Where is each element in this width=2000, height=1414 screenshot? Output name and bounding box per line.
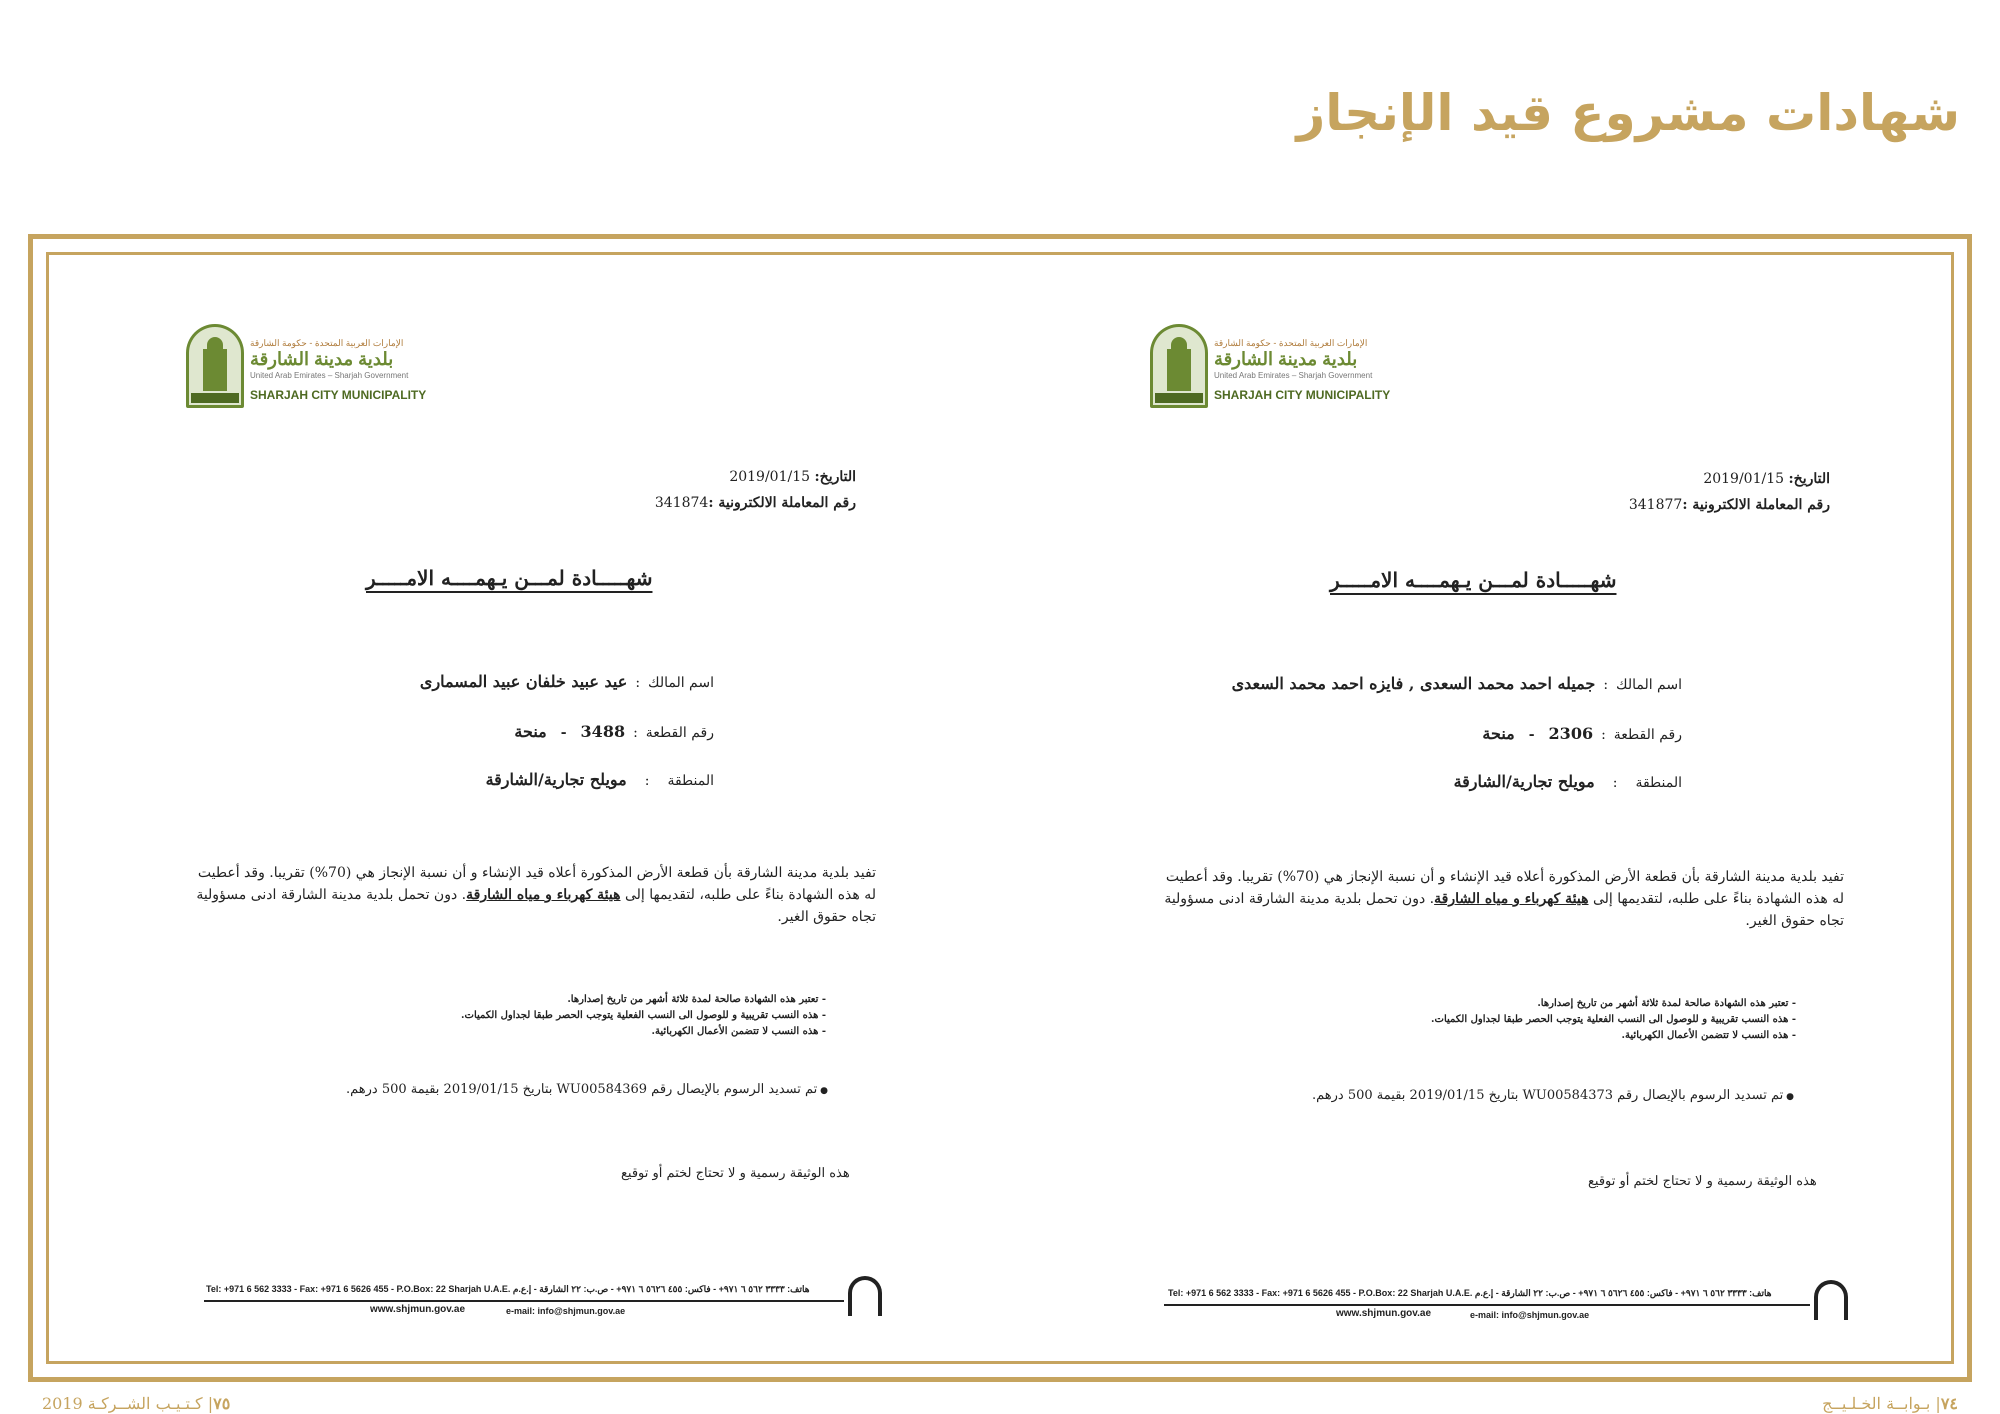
municipality-emblem-icon [186, 324, 244, 408]
plot-type: منحة [514, 722, 547, 741]
area-label: المنطقة [1635, 775, 1682, 791]
official-statement: هذه الوثيقة رسمية و لا تحتاج لختم أو توقيع [621, 1166, 850, 1181]
footer-divider [204, 1300, 844, 1302]
logo-line-4: SHARJAH CITY MUNICIPALITY [1214, 388, 1391, 402]
transaction-number: 341877 [1628, 497, 1683, 513]
logo-line-2: بلدية مدينة الشارقة [1214, 349, 1358, 369]
municipality-arch-icon [1814, 1280, 1848, 1320]
txn-label: رقم المعاملة الالكترونية : [1682, 497, 1830, 513]
note-approximate: - هذه النسب تقريبية و للوصول الى النسب الفعلية يتوجب الحصر طبقا لجداول الكميات. [406, 1008, 826, 1024]
page-title: شهادات مشروع قيد الإنجاز [1296, 84, 1960, 142]
footer-divider [1164, 1304, 1810, 1306]
body-authority: هيئة كهرباء و مياه الشارقة [1434, 891, 1589, 907]
transaction-number: 341874 [654, 495, 709, 511]
logo-line-1: الإمارات العربية المتحدة - حكومة الشارقة [250, 338, 404, 348]
logo-line-3: United Arab Emirates – Sharjah Government [250, 371, 409, 380]
footer-website: www.shjmun.gov.ae [1336, 1308, 1432, 1319]
municipality-emblem-icon [1150, 324, 1208, 408]
fee-statement: ● تم تسديد الرسوم بالإيصال رقم WU00584373 بتاريخ 2019/01/15 بقيمة 500 درهم. [1312, 1088, 1794, 1103]
municipality-logo [1150, 324, 1390, 408]
owner-value: جميله احمد محمد السعدى , فايزه احمد محمد السعدى [1231, 674, 1596, 693]
plot-label: رقم القطعة [1613, 727, 1682, 743]
certificate-heading: شهـــــادة لمـــن يـهمــــه الامـــــر [1330, 568, 1617, 592]
official-statement: هذه الوثيقة رسمية و لا تحتاج لختم أو توقيع [1588, 1174, 1817, 1189]
footer-contact: Tel: +971 6 562 3333 - Fax: +971 6 5626 455 - P.O.Box: 22 Sharjah U.A.E. هاتف: ٣٣٣٣ ٥٦٢ ٦ ٩٧١+ - فاكس: ٤٥٥ ٥٦٢٦ ٦ ٩٧١+ - ص.ب: ٢٢ الشارقة - إ.ع.م [1168, 1288, 1772, 1298]
footer-right-text: بـوابــة الخـلـيــج [1822, 1394, 1931, 1413]
notes-list [406, 992, 826, 1040]
area-value: مويلح تجارية/الشارقة [485, 770, 627, 789]
page-number-right: ٧٤ [1940, 1394, 1958, 1413]
logo-line-2: بلدية مدينة الشارقة [250, 349, 394, 369]
page-footer-left: ٧٥| كـتـيـب الشــركـة 2019 [42, 1394, 231, 1413]
fee-statement: ● تم تسديد الرسوم بالإيصال رقم WU00584369 بتاريخ 2019/01/15 بقيمة 500 درهم. [346, 1082, 828, 1097]
page-footer-right: ٧٤| بـوابــة الخـلـيــج [1822, 1394, 1958, 1413]
municipality-logo [186, 324, 426, 408]
certificate-meta [1430, 466, 1830, 518]
area-label: المنطقة [667, 773, 714, 789]
area-field: المنطقة:مويلح تجارية/الشارقة [485, 770, 714, 789]
owner-field: اسم المالك:جميله احمد محمد السعدى , فايزه احمد محمد السعدى [1231, 674, 1682, 693]
municipality-arch-icon [848, 1276, 882, 1316]
date-label: التاريخ: [814, 469, 856, 485]
certificate-date: 2019/01/15 [1703, 471, 1785, 487]
note-validity: - تعتبر هذه الشهادة صالحة لمدة ثلاثة أشهر من تاريخ إصدارها. [1376, 996, 1796, 1012]
certificate-body [196, 862, 876, 928]
plot-type: منحة [1482, 724, 1515, 743]
plot-field: رقم القطعة:2306-منحة [1482, 724, 1682, 743]
area-field: المنطقة:مويلح تجارية/الشارقة [1453, 772, 1682, 791]
owner-value: عيد عبيد خلفان عبيد المسمارى [419, 672, 628, 691]
certificate-meta [456, 464, 856, 516]
owner-label: اسم المالك [1616, 677, 1682, 693]
body-suffix: . دون تحمل بلدية مدينة الشارقة ادنى مسؤولية تجاه حقوق الغير. [1164, 891, 1844, 929]
note-electrical: - هذه النسب لا تتضمن الأعمال الكهربائية. [1376, 1028, 1796, 1044]
owner-label: اسم المالك [648, 675, 714, 691]
body-prefix: تفيد بلدية مدينة الشارقة بأن قطعة الأرض المذكورة أعلاه قيد الإنشاء و أن نسبة الإنجاز هي (70%) تقريبا. وقد أعطيت له هذه الشهادة بناءً على طلبه، لتقديمها إلى [1165, 869, 1844, 907]
notes-list [1376, 996, 1796, 1044]
footer-website: www.shjmun.gov.ae [370, 1304, 466, 1315]
body-authority: هيئة كهرباء و مياه الشارقة [466, 887, 621, 903]
note-validity: - تعتبر هذه الشهادة صالحة لمدة ثلاثة أشهر من تاريخ إصدارها. [406, 992, 826, 1008]
date-label: التاريخ: [1788, 471, 1830, 487]
plot-field: رقم القطعة:3488-منحة [514, 722, 714, 741]
note-approximate: - هذه النسب تقريبية و للوصول الى النسب الفعلية يتوجب الحصر طبقا لجداول الكميات. [1376, 1012, 1796, 1028]
footer-email: e-mail: info@shjmun.gov.ae [1470, 1310, 1590, 1320]
logo-line-1: الإمارات العربية المتحدة - حكومة الشارقة [1214, 338, 1368, 348]
certificate-right [1000, 252, 1954, 1364]
certificate-left [46, 252, 1000, 1364]
plot-number: 3488 [580, 722, 626, 741]
certificate-body [1164, 866, 1844, 932]
certificate-heading: شهـــــادة لمـــن يـهمــــه الامـــــر [366, 566, 653, 590]
body-suffix: . دون تحمل بلدية مدينة الشارقة ادنى مسؤولية تجاه حقوق الغير. [196, 887, 876, 925]
plot-label: رقم القطعة [645, 725, 714, 741]
area-value: مويلح تجارية/الشارقة [1453, 772, 1595, 791]
page-number-left: ٧٥ [213, 1394, 231, 1413]
logo-line-3: United Arab Emirates – Sharjah Government [1214, 371, 1373, 380]
footer-email: e-mail: info@shjmun.gov.ae [506, 1306, 626, 1316]
logo-line-4: SHARJAH CITY MUNICIPALITY [250, 388, 427, 402]
txn-label: رقم المعاملة الالكترونية : [708, 495, 856, 511]
plot-number: 2306 [1548, 724, 1594, 743]
footer-contact: Tel: +971 6 562 3333 - Fax: +971 6 5626 455 - P.O.Box: 22 Sharjah U.A.E. هاتف: ٣٣٣٣ ٥٦٢ ٦ ٩٧١+ - فاكس: ٤٥٥ ٥٦٢٦ ٦ ٩٧١+ - ص.ب: ٢٢ الشارقة - إ.ع.م [206, 1284, 810, 1294]
certificate-date: 2019/01/15 [729, 469, 811, 485]
owner-field: اسم المالك:عيد عبيد خلفان عبيد المسمارى [419, 672, 714, 691]
body-prefix: تفيد بلدية مدينة الشارقة بأن قطعة الأرض المذكورة أعلاه قيد الإنشاء و أن نسبة الإنجاز هي (70%) تقريبا. وقد أعطيت له هذه الشهادة بناءً على طلبه، لتقديمها إلى [197, 865, 876, 903]
footer-left-text: كـتـيـب الشــركـة 2019 [42, 1394, 203, 1413]
note-electrical: - هذه النسب لا تتضمن الأعمال الكهربائية. [406, 1024, 826, 1040]
